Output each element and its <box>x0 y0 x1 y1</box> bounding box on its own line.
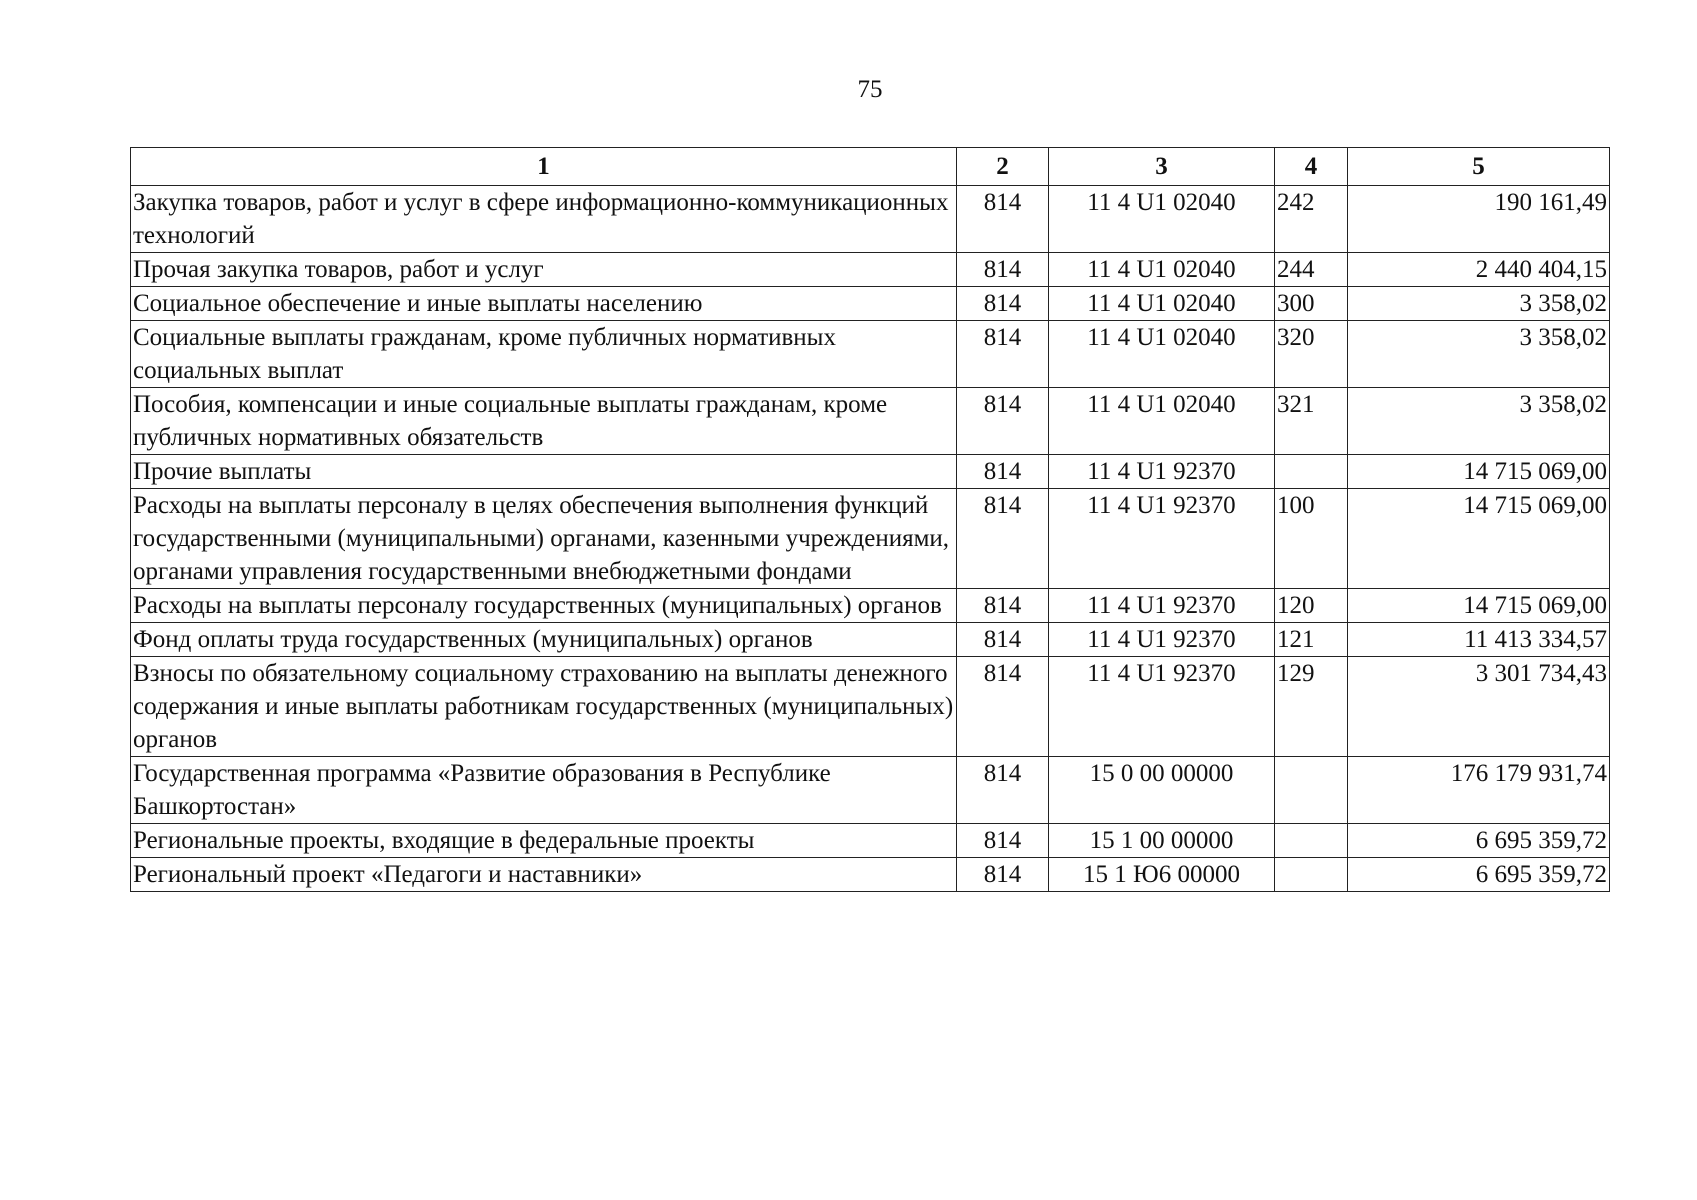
department-code-cell: 814 <box>957 589 1049 623</box>
target-article-cell: 11 4 U1 92370 <box>1049 657 1275 757</box>
table-row <box>131 657 1610 757</box>
target-article-cell: 11 4 U1 92370 <box>1049 589 1275 623</box>
target-article-cell: 15 0 00 00000 <box>1049 757 1275 824</box>
department-code-cell: 814 <box>957 623 1049 657</box>
header-col-1: 1 <box>131 148 957 186</box>
table-row <box>131 858 1610 892</box>
table-body <box>131 186 1610 892</box>
expense-type-cell <box>1275 858 1348 892</box>
target-article-cell: 11 4 U1 92370 <box>1049 489 1275 589</box>
table-row <box>131 287 1610 321</box>
expense-type-cell: 300 <box>1275 287 1348 321</box>
target-article-cell: 11 4 U1 92370 <box>1049 455 1275 489</box>
table-row <box>131 388 1610 455</box>
target-article-cell: 15 1 Ю6 00000 <box>1049 858 1275 892</box>
expense-type-cell: 320 <box>1275 321 1348 388</box>
expense-type-cell: 244 <box>1275 253 1348 287</box>
expense-name-cell: Социальные выплаты гражданам, кроме публичных нормативных социальных выплат <box>131 321 957 388</box>
department-code-cell: 814 <box>957 757 1049 824</box>
page-number: 75 <box>857 76 883 103</box>
target-article-cell: 11 4 U1 02040 <box>1049 253 1275 287</box>
expense-type-cell: 100 <box>1275 489 1348 589</box>
expense-type-cell <box>1275 455 1348 489</box>
target-article-cell: 11 4 U1 92370 <box>1049 623 1275 657</box>
header-col-4: 4 <box>1275 148 1348 186</box>
expense-type-cell <box>1275 824 1348 858</box>
department-code-cell: 814 <box>957 388 1049 455</box>
expense-name-cell: Расходы на выплаты персоналу в целях обеспечения выполнения функций государственными (муниципальными) органами, казенными учреждениями, органами управления государственными внебюджетными фондами <box>131 489 957 589</box>
target-article-cell: 11 4 U1 02040 <box>1049 186 1275 253</box>
department-code-cell: 814 <box>957 489 1049 589</box>
target-article-cell: 15 1 00 00000 <box>1049 824 1275 858</box>
amount-cell: 14 715 069,00 <box>1348 589 1610 623</box>
amount-cell: 11 413 334,57 <box>1348 623 1610 657</box>
expense-name-cell: Прочие выплаты <box>131 455 957 489</box>
expense-type-cell: 121 <box>1275 623 1348 657</box>
target-article-cell: 11 4 U1 02040 <box>1049 321 1275 388</box>
expense-name-cell: Пособия, компенсации и иные социальные выплаты гражданам, кроме публичных нормативных обязательств <box>131 388 957 455</box>
table-row <box>131 186 1610 253</box>
amount-cell: 190 161,49 <box>1348 186 1610 253</box>
header-row <box>131 148 1610 186</box>
table-row <box>131 253 1610 287</box>
target-article-cell: 11 4 U1 02040 <box>1049 287 1275 321</box>
department-code-cell: 814 <box>957 858 1049 892</box>
table-row <box>131 321 1610 388</box>
amount-cell: 3 301 734,43 <box>1348 657 1610 757</box>
expense-name-cell: Государственная программа «Развитие образования в Республике Башкортостан» <box>131 757 957 824</box>
header-col-2: 2 <box>957 148 1049 186</box>
expense-type-cell: 321 <box>1275 388 1348 455</box>
amount-cell: 3 358,02 <box>1348 321 1610 388</box>
department-code-cell: 814 <box>957 455 1049 489</box>
expense-name-cell: Фонд оплаты труда государственных (муниципальных) органов <box>131 623 957 657</box>
table-row <box>131 455 1610 489</box>
target-article-cell: 11 4 U1 02040 <box>1049 388 1275 455</box>
header-col-3: 3 <box>1049 148 1275 186</box>
expense-name-cell: Взносы по обязательному социальному страхованию на выплаты денежного содержания и иные выплаты работникам государственных (муниципальных) органов <box>131 657 957 757</box>
table-row <box>131 824 1610 858</box>
amount-cell: 14 715 069,00 <box>1348 455 1610 489</box>
expense-type-cell: 129 <box>1275 657 1348 757</box>
expense-name-cell: Региональные проекты, входящие в федеральные проекты <box>131 824 957 858</box>
expense-name-cell: Социальное обеспечение и иные выплаты населению <box>131 287 957 321</box>
department-code-cell: 814 <box>957 186 1049 253</box>
table-row <box>131 489 1610 589</box>
expense-type-cell: 120 <box>1275 589 1348 623</box>
amount-cell: 6 695 359,72 <box>1348 858 1610 892</box>
department-code-cell: 814 <box>957 321 1049 388</box>
table-row <box>131 757 1610 824</box>
amount-cell: 14 715 069,00 <box>1348 489 1610 589</box>
budget-table <box>130 147 1610 892</box>
amount-cell: 6 695 359,72 <box>1348 824 1610 858</box>
department-code-cell: 814 <box>957 287 1049 321</box>
amount-cell: 2 440 404,15 <box>1348 253 1610 287</box>
table-header <box>131 148 1610 186</box>
table-row <box>131 589 1610 623</box>
expense-name-cell: Закупка товаров, работ и услуг в сфере информационно-коммуникационных технологий <box>131 186 957 253</box>
department-code-cell: 814 <box>957 824 1049 858</box>
department-code-cell: 814 <box>957 253 1049 287</box>
expense-name-cell: Прочая закупка товаров, работ и услуг <box>131 253 957 287</box>
header-col-5: 5 <box>1348 148 1610 186</box>
amount-cell: 176 179 931,74 <box>1348 757 1610 824</box>
expense-type-cell <box>1275 757 1348 824</box>
amount-cell: 3 358,02 <box>1348 388 1610 455</box>
amount-cell: 3 358,02 <box>1348 287 1610 321</box>
expense-name-cell: Региональный проект «Педагоги и наставники» <box>131 858 957 892</box>
expense-type-cell: 242 <box>1275 186 1348 253</box>
table-row <box>131 623 1610 657</box>
department-code-cell: 814 <box>957 657 1049 757</box>
expense-name-cell: Расходы на выплаты персоналу государственных (муниципальных) органов <box>131 589 957 623</box>
